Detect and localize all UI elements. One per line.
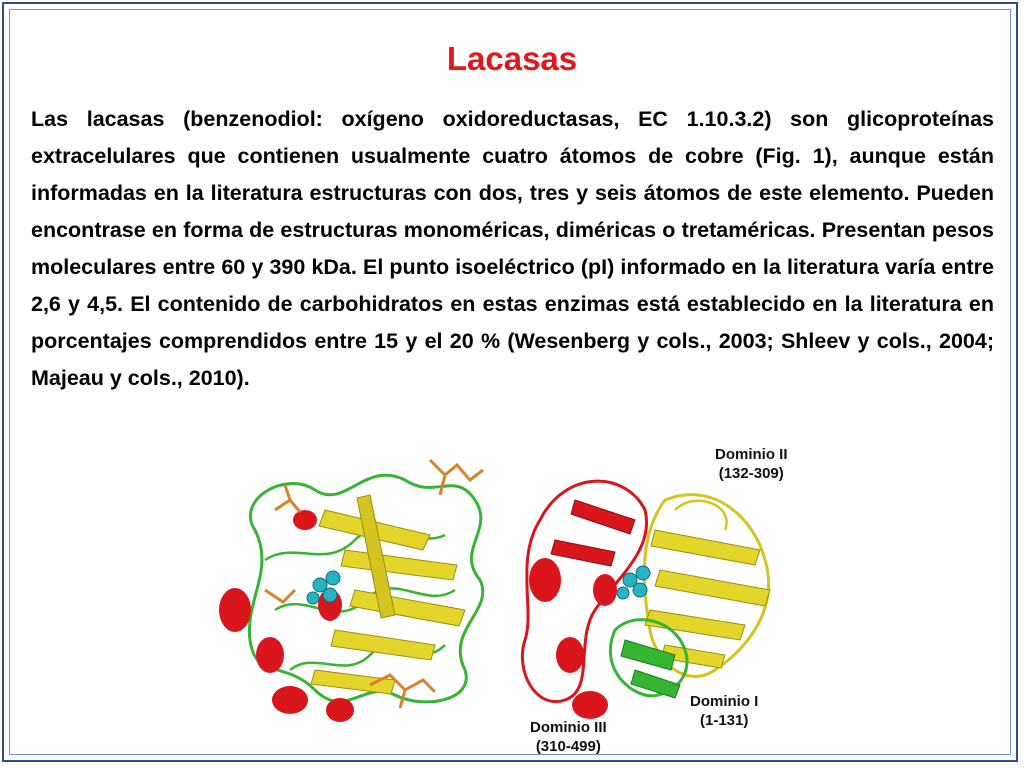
domain-ii-range: (132-309) [718, 465, 784, 482]
domain-label-iii [530, 718, 607, 756]
domain-i-name: Dominio I [690, 693, 759, 710]
body-paragraph: Las lacasas (benzenodiol: oxígeno oxidoreductasas, EC 1.10.3.2) son glicoproteínas extracelulares que contienen usualmente cuatro átomos de cobre (Fig. 1), aunque están informadas en la literatura estructuras con dos, tres y seis átomos de este elemento. Pueden encontrase en forma de estructuras monoméricas, diméricas o tretaméricas. Presentan pesos moleculares entre 60 y 390 kDa. El punto isoeléctrico (pI) informado en la literatura varía entre 2,6 y 4,5. El contenido de carbohidratos en estas enzimas está establecido en la literatura en porcentajes comprendidos entre 15 y el 20 % (Wesenberg y cols., 2003; Shleev y cols., 2004; Majeau y cols., 2010). [31, 107, 994, 390]
domain-label-i [690, 692, 758, 730]
protein-structure-figure [195, 440, 835, 765]
laccase-model-left [219, 460, 483, 722]
domain-ii-name: Dominio II [715, 446, 788, 463]
laccase-model-right [522, 481, 770, 719]
domain-iii-range: (310-499) [535, 738, 601, 755]
domain-iii-name: Dominio III [530, 719, 607, 736]
domain-label-ii [715, 445, 788, 483]
slide-title: Lacasas [446, 40, 578, 77]
domain-i-range: (1-131) [699, 712, 749, 729]
